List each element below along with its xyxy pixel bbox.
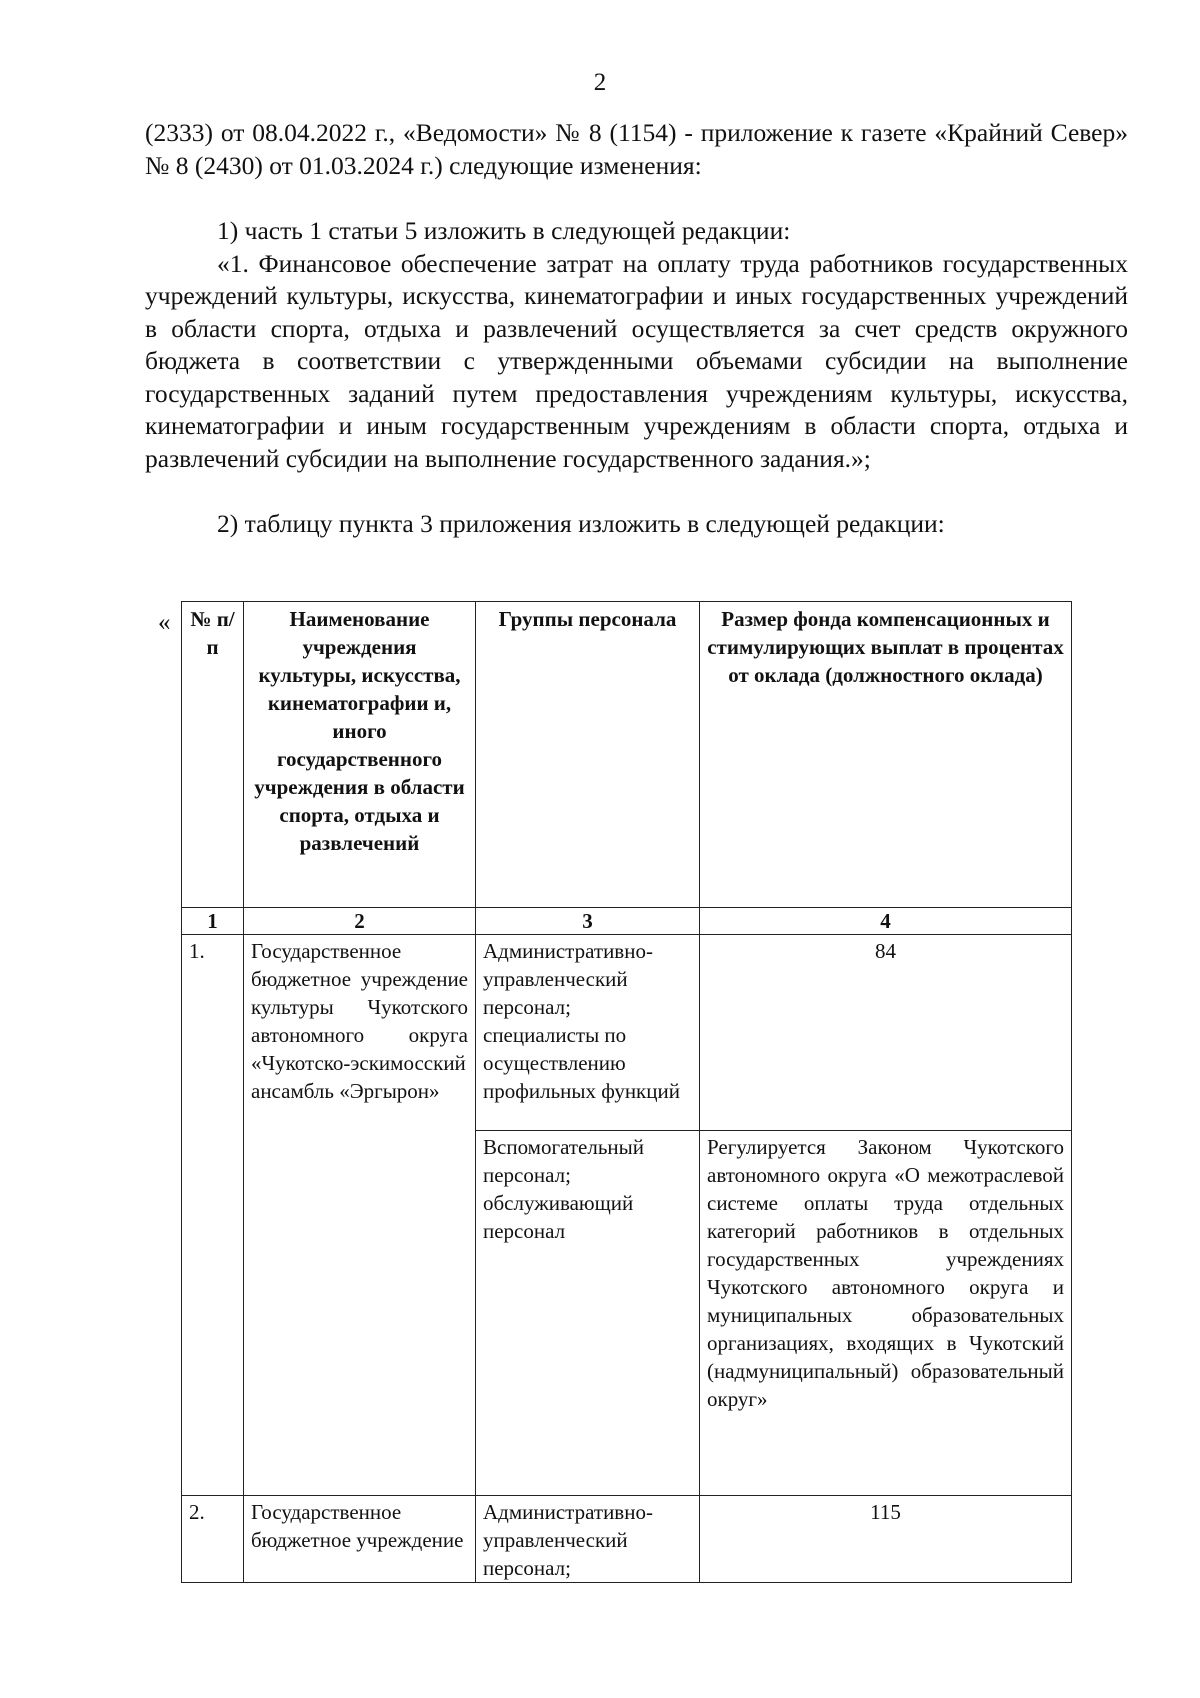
table-row (182, 935, 1072, 1131)
table-header-row (182, 602, 1072, 908)
institution-name: Государственное бюджетное учреждение (244, 1496, 476, 1583)
staff-group: Административно-управленческий персонал; (476, 1496, 700, 1583)
institution-name: Государственное бюджетное учреждение культуры Чукотского автономного округа «Чукотско-эскимосский ансамбль «Эргырон» (244, 935, 476, 1496)
staff-group: Вспомогательный персонал; обслуживающий персонал (476, 1131, 700, 1496)
item1-heading: 1) часть 1 статьи 5 изложить в следующей редакции: (217, 216, 791, 245)
column-number-row (182, 908, 1072, 935)
page-number: 2 (593, 69, 607, 96)
column-number: 3 (476, 908, 700, 935)
intro-paragraph: (2333) от 08.04.2022 г., «Ведомости» № 8 (1154) - приложение к газете «Крайний Север» № 8 (2430) от 01.03.2024 г.) следующие изменения: (145, 118, 1128, 180)
document-body (145, 117, 1128, 541)
header-institution-name: Наименование учреждения культуры, искусства, кинематографии и, иного государственного учреждения в области спорта, отдыха и развлечений (244, 602, 476, 908)
compensation-table (181, 601, 1072, 1583)
row-number: 1. (182, 935, 244, 1496)
column-number: 4 (700, 908, 1072, 935)
column-number: 2 (244, 908, 476, 935)
table-open-quote: « (158, 609, 171, 636)
fund-value: 84 (700, 935, 1072, 1131)
fund-value: 115 (700, 1496, 1072, 1583)
header-number: № п/п (182, 602, 244, 908)
item2-heading: 2) таблицу пункта 3 приложения изложить в следующей редакции: (217, 509, 945, 538)
item1-text: «1. Финансовое обеспечение затрат на оплату труда работников государственных учреждений культуры, искусства, кинематографии и иных государственных учреждений в области спорта, отдыха и развлечений осуществляется за счет средств окружного бюджета в соответствии с утвержденными объемами субсидии на выполнение государственных заданий путем предоставления учреждениям культуры, искусства, кинематографии и иным государственным учреждениям в области спорта, отдыха и развлечений субсидии на выполнение государственного задания.»; (145, 248, 1128, 473)
header-staff-groups: Группы персонала (476, 602, 700, 908)
column-number: 1 (182, 908, 244, 935)
row-number: 2. (182, 1496, 244, 1583)
staff-group: Административно-управленческий персонал; специалисты по осуществлению профильных функций (476, 935, 700, 1131)
header-fund-size: Размер фонда компенсационных и стимулирующих выплат в процентах от оклада (должностного оклада) (700, 602, 1072, 908)
table-row (182, 1496, 1072, 1583)
fund-value-regulation: Регулируется Законом Чукотского автономного округа «О межотраслевой системе оплаты труда отдельных категорий работников в отдельных государственных учреждениях Чукотского автономного округа и муниципальных образовательных организациях, входящих в Чукотский (надмуниципальный) образовательный округ» (700, 1131, 1072, 1496)
